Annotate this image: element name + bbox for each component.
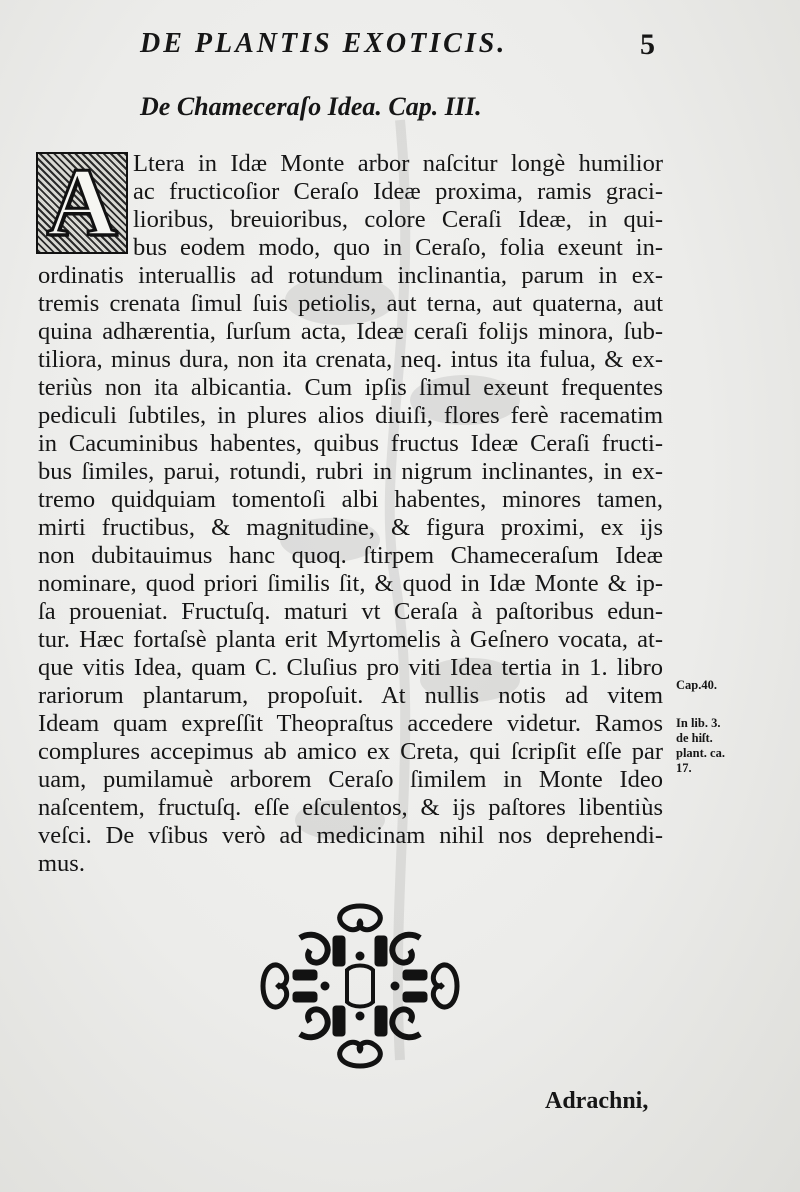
body-line: Ideam quam expreſſit Theopraſtus accedere videtur. Ramos bbox=[38, 710, 663, 737]
margin-note: de hiſt. bbox=[676, 731, 713, 745]
body-line: veſci. De vſibus verò ad medicinam nihil nos deprehendi- bbox=[38, 822, 663, 849]
body-line: lioribus, breuioribus, colore Ceraſi Ideæ, in qui- bbox=[133, 206, 663, 233]
body-line: tremo quidquiam tomentoſi albi habentes, minores tamen, bbox=[38, 486, 663, 513]
body-line: tiliora, minus dura, non ita crenata, neq. intus ita fulua, & ex- bbox=[38, 346, 663, 373]
decorated-initial bbox=[36, 149, 128, 257]
printers-ornament bbox=[255, 898, 465, 1074]
body-line: naſcentem, fructuſq. eſſe eſculentos, & ijs paſtores libentiùs bbox=[38, 794, 663, 821]
body-line: ordinatis interuallis ad rotundum inclinantia, parum in ex- bbox=[38, 262, 663, 289]
chapter-heading: De Chameceraſo Idea. Cap. III. bbox=[140, 92, 482, 121]
body-line: mirti fructibus, & magnitudine, & figura proximi, ex ijs bbox=[38, 514, 663, 541]
body-line: tremis crenata ſimul ſuis petiolis, aut terna, aut quaterna, aut bbox=[38, 290, 663, 317]
body-line: tur. Hæc fortaſsè planta erit Myrtomelis à Geſnero vocata, at- bbox=[38, 626, 663, 653]
body-line: bus eodem modo, quo in Ceraſo, folia exeunt in- bbox=[133, 234, 663, 261]
body-line: nominare, quod priori ſimilis ſit, & quod in Idæ Monte & ip- bbox=[38, 570, 663, 597]
body-line: rariorum plantarum, propoſuit. At nullis notis ad vitem bbox=[38, 682, 663, 709]
body-line: quina adhærentia, ſurſum acta, Ideæ ceraſi folijs minora, ſub- bbox=[38, 318, 663, 345]
body-line: mus. bbox=[38, 850, 85, 877]
margin-note: 17. bbox=[676, 761, 692, 775]
margin-note: plant. ca. bbox=[676, 746, 725, 760]
body-line: non dubitauimus hanc quoq. ſtirpem Chameceraſum Ideæ bbox=[38, 542, 663, 569]
body-line: ſa proueniat. Fructuſq. maturi vt Ceraſa à paſtoribus edun- bbox=[38, 598, 663, 625]
margin-note: In lib. 3. bbox=[676, 716, 721, 730]
running-head: DE PLANTIS EXOTICIS. bbox=[140, 28, 508, 59]
body-line: teriùs non ita albicantia. Cum ipſis ſimul exeunt frequentes bbox=[38, 374, 663, 401]
body-line: uam, pumilamuè arborem Ceraſo ſimilem in Monte Ideo bbox=[38, 766, 663, 793]
body-line: Ltera in Idæ Monte arbor naſcitur longè humilior bbox=[133, 150, 663, 177]
margin-note: Cap.40. bbox=[676, 678, 717, 692]
body-line: ac fructicoſior Ceraſo Ideæ proxima, ramis graci- bbox=[133, 178, 663, 205]
drop-cap-letter: A bbox=[46, 149, 118, 257]
body-line: que vitis Idea, quam C. Cluſius pro viti Idea tertia in 1. libro bbox=[38, 654, 663, 681]
body-line: complures accepimus ab amico ex Creta, qui ſcripſit eſſe par bbox=[38, 738, 663, 765]
body-line: pediculi ſubtiles, in plures alios diuiſi, flores ferè racematim bbox=[38, 402, 663, 429]
body-line: bus ſimiles, parui, rotundi, rubri in nigrum inclinantes, in ex- bbox=[38, 458, 663, 485]
catchword: Adrachni, bbox=[545, 1088, 649, 1114]
body-line: in Cacuminibus habentes, quibus fructus Ideæ Ceraſi fructi- bbox=[38, 430, 663, 457]
page-number: 5 bbox=[640, 28, 655, 61]
